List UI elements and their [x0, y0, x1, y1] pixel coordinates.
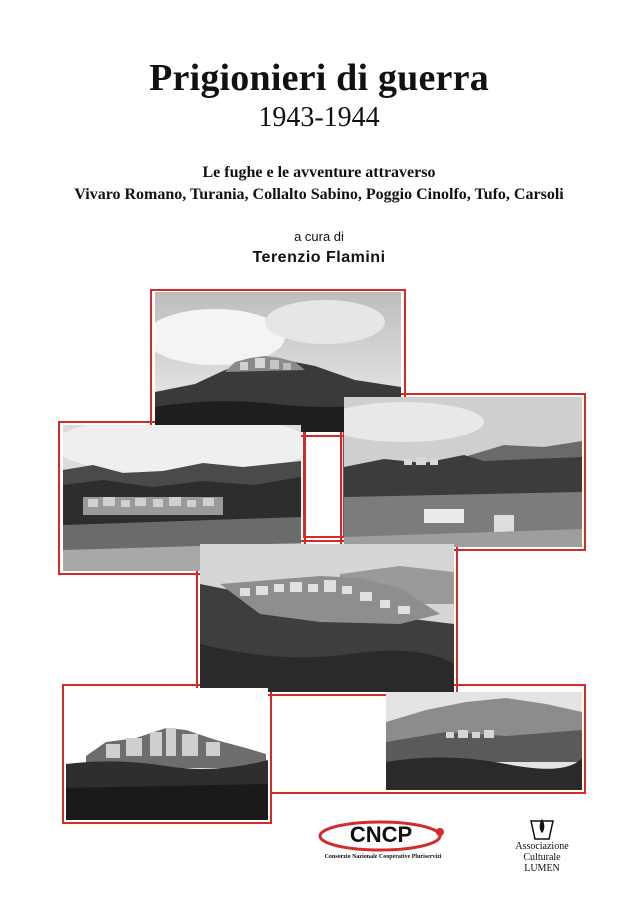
book-title: Prigionieri di guerra [149, 57, 489, 99]
castle-village-photo [66, 688, 268, 820]
cncp-logo-caption: Consorzio Nazionale Cooperative Pluriservizi [324, 854, 442, 860]
cncp-logo-text: CNCP [349, 822, 413, 847]
river-valley-photo [344, 397, 582, 547]
photo-frame-middle-gap [303, 430, 345, 538]
cncp-logo [318, 812, 448, 868]
lumen-logo-line2: LUMEN [524, 863, 560, 874]
book-years: 1943-1944 [258, 102, 380, 133]
mountain-village-photo [386, 692, 582, 790]
curated-by-label: a cura di [294, 229, 344, 244]
aerial-village-photo [200, 544, 454, 692]
lumen-logo-line1: Associazione Culturale [515, 841, 569, 863]
lumen-logo [497, 815, 587, 875]
author-name: Terenzio Flamini [252, 249, 386, 266]
subtitle-line-2: Vivaro Romano, Turania, Collalto Sabino, Poggio Cinolfo, Tufo, Carsoli [74, 186, 564, 203]
subtitle-line-1: Le fughe e le avventure attraverso [202, 164, 436, 181]
